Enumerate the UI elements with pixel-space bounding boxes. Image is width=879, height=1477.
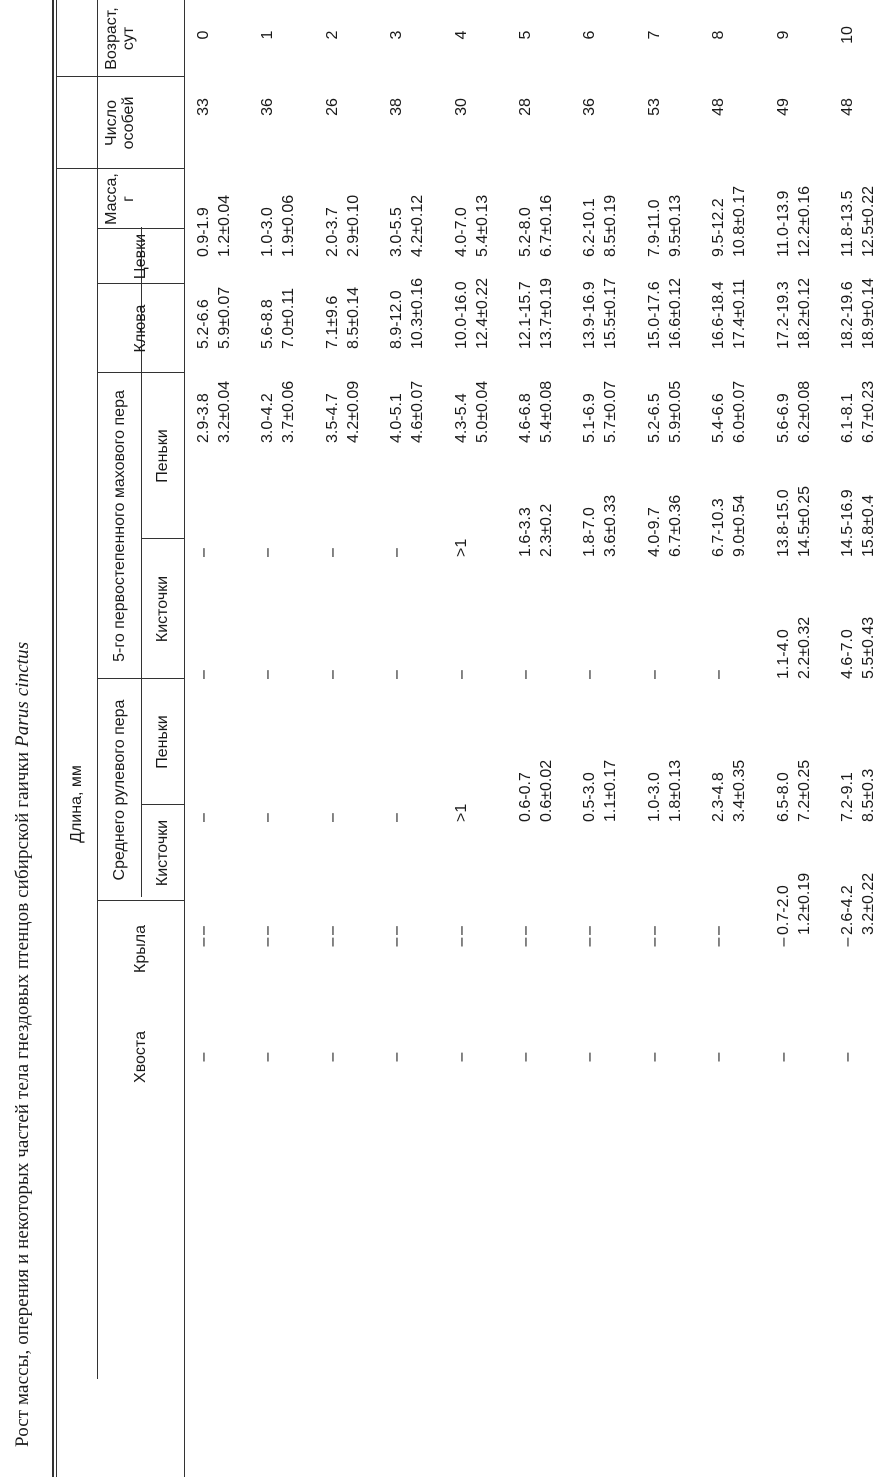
cell-tail — [451, 1027, 472, 1087]
cell-t-stubs — [837, 769, 879, 822]
cell-line: – — [581, 1052, 599, 1062]
cell-line: 2.9±0.10 — [344, 194, 362, 257]
cell-count — [515, 77, 536, 137]
cell-line: – — [645, 1052, 663, 1062]
cell-beak — [837, 381, 879, 443]
cell-p-tufts — [515, 670, 536, 679]
cell-wing — [579, 912, 600, 972]
cell-line: 4.3-5.4 — [452, 393, 470, 443]
cell-tarsus — [322, 287, 364, 349]
cell-tail — [579, 1027, 600, 1087]
cell-line: 5 — [517, 30, 534, 40]
cell-wing — [837, 912, 858, 972]
cell-p-stubs — [708, 495, 750, 557]
cell-age — [322, 5, 343, 65]
cell-line: 3.0-4.2 — [259, 393, 277, 443]
cell-line: 3.7±0.06 — [280, 380, 298, 443]
cell-line: 2.3-4.8 — [710, 772, 728, 822]
cell-line: 10 — [839, 26, 856, 44]
cell-line: 11.0-13.9 — [774, 190, 792, 257]
cell-tail — [193, 1027, 214, 1087]
cell-line: 6.1-8.1 — [839, 393, 856, 443]
cell-mass — [515, 195, 557, 257]
cell-line: – — [323, 548, 341, 557]
cell-line: 5.9±0.07 — [216, 286, 233, 349]
header-mass: Масса, г — [103, 173, 137, 225]
cell-beak — [515, 381, 557, 443]
cell-age — [193, 5, 214, 65]
cell-line: – — [195, 926, 212, 935]
cell-beak — [386, 381, 428, 443]
cell-line: 36 — [259, 98, 277, 116]
cell-p-tufts — [322, 670, 343, 679]
cell-mass — [386, 195, 428, 257]
cell-beak — [322, 381, 364, 443]
cell-line: 3 — [388, 30, 406, 40]
cell-line: 0 — [195, 30, 212, 40]
cell-line: – — [323, 1052, 341, 1062]
cell-line: – — [388, 937, 406, 947]
cell-t-stubs — [773, 760, 815, 822]
cell-line: – — [195, 813, 212, 822]
cell-tarsus — [515, 278, 557, 349]
cell-line: – — [388, 926, 406, 935]
cell-count — [451, 77, 472, 137]
cell-line: 2.0-3.7 — [323, 207, 341, 257]
cell-age — [644, 5, 665, 65]
cell-p-tufts — [386, 670, 407, 679]
cell-age — [837, 5, 858, 65]
cell-line: 3.4±0.35 — [731, 759, 749, 822]
cell-wing — [322, 912, 343, 972]
cell-line: – — [710, 926, 728, 935]
cell-p-tufts — [193, 670, 214, 679]
cell-p-stubs — [515, 504, 557, 557]
cell-line: 8.9-12.0 — [388, 290, 406, 349]
cell-tail — [837, 1027, 858, 1087]
cell-count — [644, 77, 665, 137]
cell-tarsus — [773, 278, 815, 349]
cell-line: 8.5±0.14 — [344, 286, 362, 349]
cell-line: 6.0±0.07 — [731, 380, 749, 443]
cell-p-stubs — [257, 548, 278, 557]
cell-t-stubs — [193, 813, 214, 822]
cell-line: 1.2±0.19 — [795, 872, 813, 935]
cell-tarsus — [579, 278, 621, 349]
title-text: Рост массы, оперения и некоторых частей тела гнездовых птенцов сибирской гаички — [12, 746, 33, 1447]
cell-line: – — [839, 1052, 856, 1062]
cell-tail — [644, 1027, 665, 1087]
cell-line: 5.2-8.0 — [517, 207, 534, 257]
cell-line: 0.6±0.02 — [538, 759, 555, 822]
cell-line: 4.6-7.0 — [839, 629, 856, 679]
cell-line: 8.5±0.19 — [602, 194, 620, 257]
cell-p-stubs — [644, 495, 686, 557]
cell-age — [773, 5, 794, 65]
cell-line: 17.2-19.3 — [774, 281, 792, 349]
cell-line: – — [259, 926, 277, 935]
cell-line: 15.8±0.4 — [860, 494, 877, 557]
cell-line: 6.7±0.16 — [538, 194, 555, 257]
cell-tarsus — [257, 288, 299, 349]
cell-line: 7.9-11.0 — [645, 199, 663, 257]
cell-line: 5.1-6.9 — [581, 393, 599, 443]
header-bottom-rule — [184, 0, 185, 1477]
cell-line: 2.6-4.2 — [839, 885, 856, 935]
cell-line: 3.2±0.22 — [860, 872, 877, 935]
cell-p-tufts — [708, 670, 729, 679]
cell-line: – — [517, 1052, 534, 1062]
cell-wing — [451, 912, 472, 972]
cell-line: 13.7±0.19 — [538, 277, 555, 349]
table-title — [12, 17, 34, 1447]
cell-line: 7.1±9.6 — [323, 295, 341, 349]
cell-line: 17.4±0.11 — [731, 279, 749, 349]
cell-line: 5.0±0.04 — [473, 380, 491, 443]
cell-tail — [708, 1027, 729, 1087]
cell-p-stubs — [193, 548, 214, 557]
cell-line: 5.4±0.08 — [538, 380, 555, 443]
cell-line: – — [388, 1052, 406, 1062]
cell-p-tufts — [579, 670, 600, 679]
cell-line: – — [195, 670, 212, 679]
header-tail-tufts: Кисточки — [154, 819, 171, 887]
cell-line: – — [259, 548, 277, 557]
cell-p-stubs — [773, 486, 815, 557]
cell-line: 18.9±0.14 — [860, 277, 877, 349]
cell-line: 6.5-8.0 — [774, 772, 792, 822]
cell-line: 48 — [710, 98, 728, 116]
cell-line: 5.6-8.8 — [259, 299, 277, 349]
cell-line: 18.2-19.6 — [839, 281, 856, 349]
cell-line: 13.9-16.9 — [581, 281, 599, 349]
cell-t-stubs — [579, 760, 621, 822]
cell-line: 26 — [323, 98, 341, 116]
cell-line: 0.9-1.9 — [195, 207, 212, 257]
cell-line: – — [645, 937, 663, 947]
cell-wing — [257, 912, 278, 972]
cell-line: 6.7±0.23 — [860, 380, 877, 443]
cell-line: 2.9-3.8 — [195, 393, 212, 443]
cell-tarsus — [644, 278, 686, 349]
header-primary-stubs: Пеньки — [154, 429, 171, 483]
cell-line: 5.4-6.6 — [710, 393, 728, 443]
cell-tail — [322, 1027, 343, 1087]
cell-line: – — [323, 937, 341, 947]
cell-age — [386, 5, 407, 65]
cell-beak — [579, 381, 621, 443]
cell-line: 8 — [710, 30, 728, 40]
cell-line: 6 — [581, 30, 599, 40]
cell-mass — [837, 186, 879, 257]
header-age: Возраст, сут — [103, 7, 137, 70]
cell-line: 9.5-12.2 — [710, 198, 728, 257]
cell-count — [257, 77, 278, 137]
cell-line: – — [195, 548, 212, 557]
cell-count — [708, 77, 729, 137]
cell-line: 12.1-15.7 — [517, 281, 534, 349]
header-primary5: 5-го первостепенного махового пера — [110, 390, 128, 662]
cell-line: – — [195, 1052, 212, 1062]
cell-mass — [322, 195, 364, 257]
cell-tail — [515, 1027, 536, 1087]
cell-line: 48 — [839, 98, 856, 116]
cell-age — [708, 5, 729, 65]
cell-line: – — [839, 937, 856, 947]
cell-line: – — [388, 548, 406, 557]
cell-line: 7.0±0.11 — [280, 288, 298, 349]
header-tail-stubs: Пеньки — [154, 715, 171, 769]
cell-p-stubs — [837, 489, 879, 557]
cell-line: 18.2±0.12 — [795, 277, 813, 349]
title-species: Parus cinctus — [12, 641, 33, 747]
cell-t-stubs — [322, 813, 343, 822]
cell-line: 16.6-18.4 — [710, 281, 728, 349]
cell-line: 10.8±0.17 — [731, 185, 749, 257]
cell-line: 4.0-5.1 — [388, 393, 406, 443]
cell-line: – — [259, 813, 277, 822]
cell-line: – — [581, 670, 599, 679]
cell-line: 5.2-6.6 — [195, 299, 212, 349]
cell-line: – — [259, 670, 277, 679]
cell-line: 7 — [645, 30, 663, 40]
cell-p-tufts — [837, 617, 879, 679]
cell-line: – — [710, 1052, 728, 1062]
cell-line: – — [774, 937, 792, 947]
cell-line: 4.0-9.7 — [645, 507, 663, 557]
cell-line: 6.7±0.36 — [666, 494, 684, 557]
cell-line: – — [388, 670, 406, 679]
cell-wing — [193, 912, 214, 972]
cell-line: 6.2-10.1 — [581, 198, 599, 257]
cell-line: 14.5-16.9 — [839, 489, 856, 557]
header-tail: Хвоста — [132, 1031, 149, 1083]
cell-line: >1 — [452, 538, 470, 557]
cell-line: 5.9±0.05 — [666, 380, 684, 443]
cell-line: 6.2±0.08 — [795, 380, 813, 443]
cell-line: 1.8±0.13 — [666, 759, 684, 822]
cell-wing — [644, 912, 665, 972]
cell-line: 9 — [774, 30, 792, 40]
header-beak: Клюва — [132, 304, 149, 353]
cell-age — [579, 5, 600, 65]
cell-mass — [257, 195, 299, 257]
cell-line: – — [452, 670, 470, 679]
header-count: Число особей — [103, 96, 137, 150]
cell-mass — [644, 195, 686, 257]
table-top-rule — [52, 0, 54, 1477]
cell-line: 0.6-0.7 — [517, 772, 534, 822]
cell-line: 38 — [388, 98, 406, 116]
cell-line: 3.2±0.04 — [216, 380, 233, 443]
cell-tail — [257, 1027, 278, 1087]
cell-beak — [708, 381, 750, 443]
cell-line: 12.5±0.22 — [860, 185, 877, 257]
cell-line: – — [774, 1052, 792, 1062]
cell-line: 2 — [323, 30, 341, 40]
cell-line: 6.7-10.3 — [710, 498, 728, 557]
cell-line: 4.0-7.0 — [452, 207, 470, 257]
header-central-tail: Среднего рулевого пера — [110, 699, 128, 881]
cell-count — [193, 77, 214, 137]
cell-line: 0.7-2.0 — [774, 885, 792, 935]
cell-beak — [193, 381, 235, 443]
cell-wing — [708, 912, 729, 972]
cell-count — [837, 77, 858, 137]
cell-line: – — [323, 670, 341, 679]
cell-p-tufts — [257, 670, 278, 679]
cell-count — [322, 77, 343, 137]
cell-line: 33 — [195, 98, 212, 116]
cell-line: – — [710, 670, 728, 679]
cell-mass — [773, 186, 815, 257]
cell-p-stubs — [386, 548, 407, 557]
header-length-group: Длина, мм — [68, 765, 85, 843]
cell-line: 5.5±0.43 — [860, 616, 877, 679]
cell-line: 49 — [774, 98, 792, 116]
cell-line: – — [645, 670, 663, 679]
cell-beak — [773, 381, 815, 443]
cell-line: 9.0±0.54 — [731, 494, 749, 557]
cell-mass — [451, 195, 493, 257]
cell-line: 10.3±0.16 — [409, 277, 427, 349]
cell-line: 13.8-15.0 — [774, 489, 792, 557]
cell-t-stubs — [257, 813, 278, 822]
cell-line: 0.5-3.0 — [581, 772, 599, 822]
cell-line: 1.0-3.0 — [645, 772, 663, 822]
cell-t-stubs — [386, 813, 407, 822]
cell-p-stubs — [451, 539, 472, 557]
cell-line: 4.6±0.07 — [409, 380, 427, 443]
cell-line: – — [452, 1052, 470, 1062]
cell-tarsus — [837, 278, 879, 349]
cell-line: 11.8-13.5 — [839, 190, 856, 257]
cell-line: 1.9±0.06 — [280, 194, 298, 257]
cell-beak — [257, 381, 299, 443]
cell-line: 4.2±0.09 — [344, 380, 362, 443]
cell-line: 1 — [259, 30, 277, 40]
cell-line: 4.6-6.8 — [517, 393, 534, 443]
cell-mass — [193, 195, 235, 257]
cell-line: 5.4±0.13 — [473, 194, 491, 257]
cell-line: – — [452, 926, 470, 935]
cell-mass — [579, 195, 621, 257]
cell-line: 16.6±0.12 — [666, 277, 684, 349]
cell-tail — [386, 1027, 407, 1087]
cell-line: 1.8-7.0 — [581, 507, 599, 557]
cell-tarsus — [708, 279, 750, 349]
cell-wing — [386, 912, 407, 972]
cell-line: 14.5±0.25 — [795, 485, 813, 557]
cell-line: 36 — [581, 98, 599, 116]
cell-line: – — [581, 937, 599, 947]
header-tarsus: Цевки — [132, 233, 149, 280]
cell-p-tufts — [451, 670, 472, 679]
cell-line: – — [517, 937, 534, 947]
cell-line: 28 — [517, 98, 534, 116]
cell-wing — [515, 912, 536, 972]
cell-line: – — [645, 926, 663, 935]
cell-beak — [644, 381, 686, 443]
cell-line: 15.0-17.6 — [645, 281, 663, 349]
cell-line: 8.5±0.3 — [860, 768, 877, 822]
header-wing: Крыла — [132, 925, 149, 973]
cell-line: 5.7±0.07 — [602, 380, 620, 443]
cell-line: 7.2±0.25 — [795, 759, 813, 822]
cell-tarsus — [451, 278, 493, 349]
cell-line: 3.6±0.33 — [602, 494, 620, 557]
cell-line: 3.5-4.7 — [323, 393, 341, 443]
cell-line: – — [323, 926, 341, 935]
cell-p-stubs — [322, 548, 343, 557]
cell-line: 9.5±0.13 — [666, 194, 684, 257]
cell-mass — [708, 186, 750, 257]
cell-age — [257, 5, 278, 65]
cell-line: – — [388, 813, 406, 822]
cell-p-stubs — [579, 495, 621, 557]
cell-line: 10.0-16.0 — [452, 281, 470, 349]
header-primary-tufts: Кисточки — [154, 575, 171, 643]
cell-line: – — [195, 937, 212, 947]
cell-t-stubs — [451, 804, 472, 822]
cell-tail — [773, 1027, 794, 1087]
cell-line: – — [581, 926, 599, 935]
cell-count — [579, 77, 600, 137]
cell-line: 1.1±0.17 — [602, 759, 620, 822]
cell-t-stubs — [515, 760, 557, 822]
cell-t-stubs — [644, 760, 686, 822]
cell-line: 7.2-9.1 — [839, 772, 856, 822]
cell-line: 4.2±0.12 — [409, 194, 427, 257]
cell-count — [386, 77, 407, 137]
cell-line: – — [517, 670, 534, 679]
cell-line: 3.0-5.5 — [388, 207, 406, 257]
cell-line: 30 — [452, 98, 470, 116]
cell-line: – — [323, 813, 341, 822]
cell-age — [451, 5, 472, 65]
cell-line: 12.2±0.16 — [795, 185, 813, 257]
cell-line: – — [517, 926, 534, 935]
cell-line: 1.1-4.0 — [774, 629, 792, 679]
cell-line: 12.4±0.22 — [473, 277, 491, 349]
cell-line: >1 — [452, 803, 470, 822]
cell-line: 2.2±0.32 — [795, 616, 813, 679]
cell-line: – — [452, 937, 470, 947]
cell-line: 2.3±0.2 — [538, 503, 555, 557]
cell-line: 15.5±0.17 — [602, 277, 620, 349]
cell-line: 1.2±0.04 — [216, 194, 233, 257]
cell-age — [515, 5, 536, 65]
cell-count — [773, 77, 794, 137]
cell-t-stubs — [708, 760, 750, 822]
cell-tarsus — [193, 287, 235, 349]
cell-line: 4 — [452, 30, 470, 40]
cell-p-tufts — [644, 670, 665, 679]
cell-line: 5.6-6.9 — [774, 393, 792, 443]
cell-line: – — [710, 937, 728, 947]
cell-line: 1.0-3.0 — [259, 207, 277, 257]
cell-line: 5.2-6.5 — [645, 393, 663, 443]
cell-tarsus — [386, 278, 428, 349]
cell-line: – — [259, 1052, 277, 1062]
cell-line: 53 — [645, 98, 663, 116]
cell-wing — [773, 912, 794, 972]
cell-line: – — [259, 937, 277, 947]
cell-beak — [451, 381, 493, 443]
cell-line: 1.6-3.3 — [517, 507, 534, 557]
cell-p-tufts — [773, 617, 815, 679]
